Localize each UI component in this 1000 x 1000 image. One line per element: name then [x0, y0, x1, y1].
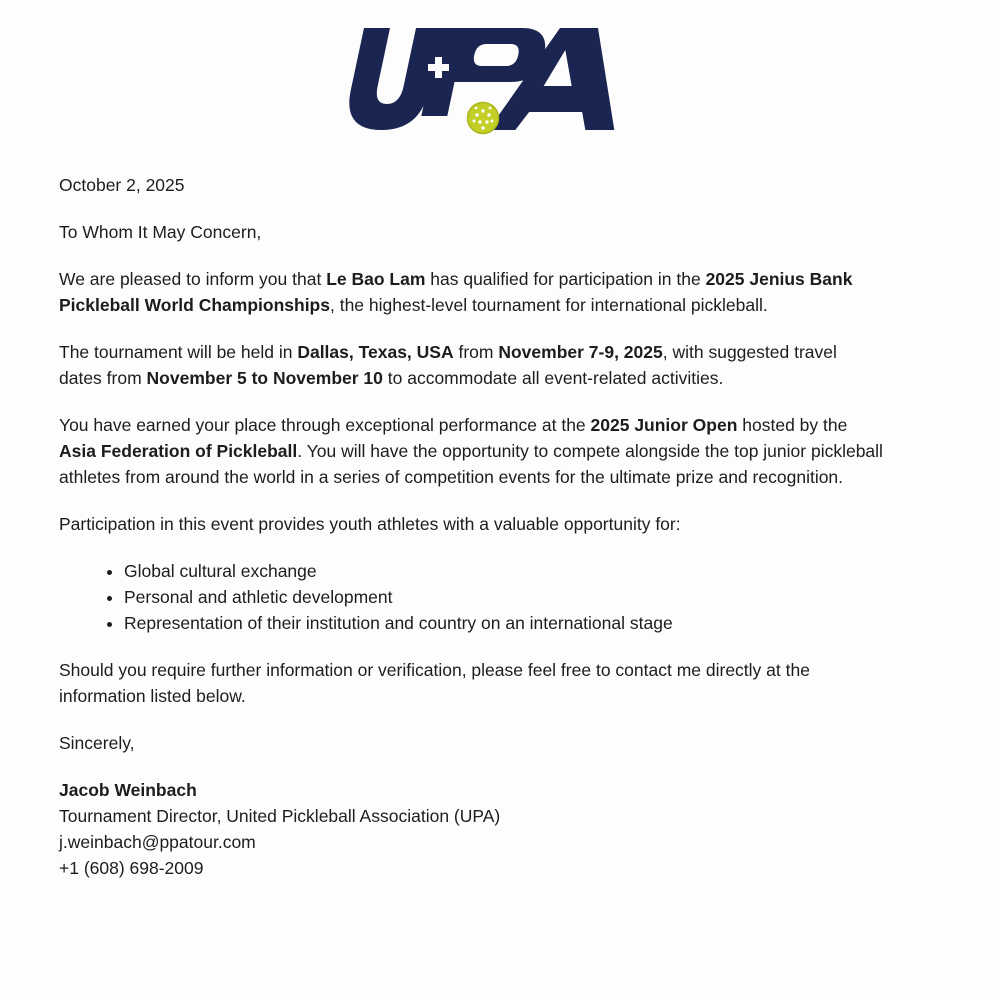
text: to accommodate all event-related activities. — [382, 368, 724, 388]
bold-text: Le Bao Lam — [326, 269, 426, 289]
text: , with suggested travel dates from — [59, 342, 837, 388]
text: You have earned your place through exceptional performance at the — [59, 415, 591, 435]
bold-text: November 7-9, 2025 — [498, 342, 663, 362]
list-item: • Global cultural exchange — [124, 558, 883, 584]
bold-text: 2025 Junior Open — [590, 415, 738, 435]
benefits-list — [59, 558, 883, 636]
bold-text: Dallas, Texas, USA — [297, 342, 454, 362]
pickleball-icon — [468, 103, 499, 134]
upa-logo-graphic — [340, 24, 630, 144]
text: Participation in this event provides youth athletes with a valuable opportunity for: — [59, 514, 681, 534]
paragraph — [59, 657, 883, 709]
text: has qualified for participation in the — [425, 269, 706, 289]
salutation: To Whom It May Concern, — [59, 222, 262, 242]
letter-content — [59, 172, 883, 881]
text: , the highest-level tournament for international pickleball. — [329, 295, 768, 315]
paragraph — [59, 412, 883, 490]
signature-block — [59, 777, 883, 881]
contact-title: Tournament Director, United Pickleball Association (UPA) — [59, 806, 501, 826]
list-item: • Representation of their institution and country on an international stage — [124, 610, 883, 636]
contact-phone: +1 (608) 698-2009 — [59, 858, 204, 878]
letter-paragraphs — [59, 266, 883, 756]
text: . You will have the opportunity to compete alongside the top junior pickleball athletes from around the world in a series of competition events for the ultimate prize and recognition. — [59, 441, 883, 487]
text: from — [453, 342, 499, 362]
paragraph — [59, 266, 883, 318]
contact-name: Jacob Weinbach — [59, 780, 197, 800]
contact-email: j.weinbach@ppatour.com — [59, 832, 256, 852]
text: The tournament will be held in — [59, 342, 298, 362]
bold-text: November 5 to November 10 — [146, 368, 383, 388]
paragraph — [59, 511, 883, 537]
paragraph — [59, 730, 883, 756]
bold-text: Asia Federation of Pickleball — [59, 441, 298, 461]
letter-date: October 2, 2025 — [59, 175, 185, 195]
text: Sincerely, — [59, 733, 135, 753]
text: We are pleased to inform you that — [59, 269, 327, 289]
paragraph — [59, 339, 883, 391]
text: Should you require further information or verification, please feel free to contact me directly at the information listed below. — [59, 660, 810, 706]
upa-logo — [340, 24, 630, 144]
text: hosted by the — [737, 415, 848, 435]
list-item: • Personal and athletic development — [124, 584, 883, 610]
bold-text: 2025 Jenius Bank Pickleball World Championships — [59, 269, 853, 315]
